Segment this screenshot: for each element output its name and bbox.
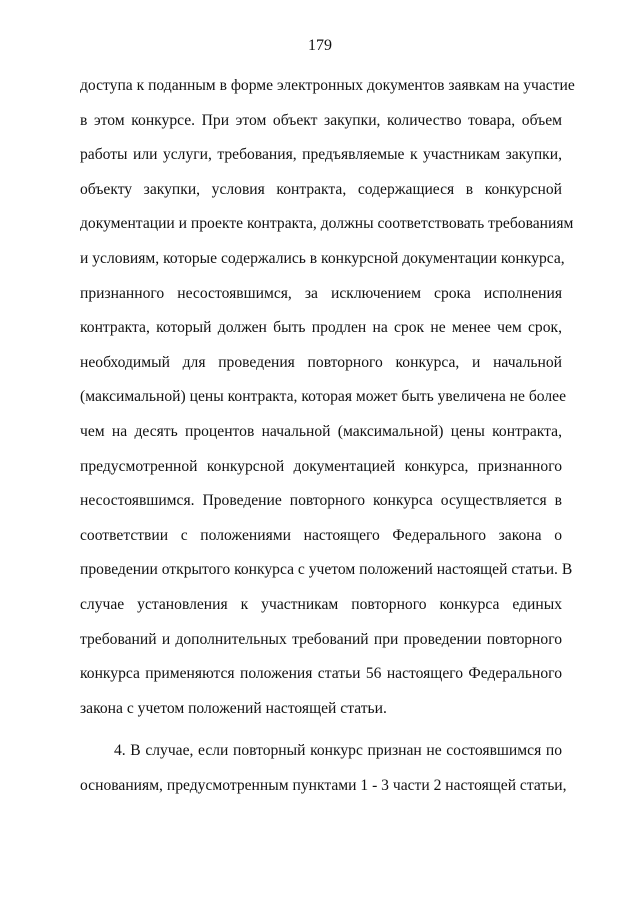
text-line: требований и дополнительных требований при проведении повторного <box>80 630 562 648</box>
paragraph-gap <box>80 733 562 741</box>
text-line: признанного несостоявшимся, за исключением срока исполнения <box>80 284 562 302</box>
text-line: предусмотренной конкурсной документацией конкурса, признанного <box>80 457 562 475</box>
text-line: основаниям, предусмотренным пунктами 1 - 3 части 2 настоящей статьи, <box>80 776 567 794</box>
paragraph-1 <box>80 76 575 733</box>
text-line: объекту закупки, условия контракта, содержащиеся в конкурсной <box>80 180 562 198</box>
text-line: чем на десять процентов начальной (максимальной) цены контракта, <box>80 422 562 440</box>
text-line: в этом конкурсе. При этом объект закупки, количество товара, объем <box>80 111 562 129</box>
text-line: (максимальной) цены контракта, которая может быть увеличена не более <box>80 388 566 406</box>
text-line: работы или услуги, требования, предъявляемые к участникам закупки, <box>80 146 562 164</box>
text-line: доступа к поданным в форме электронных документов заявкам на участие <box>80 77 575 94</box>
text-line: конкурса применяются положения статьи 56 настоящего Федерального <box>80 665 562 683</box>
text-line: и условиям, которые содержались в конкурсной документации конкурса, <box>80 249 565 267</box>
text-line: 4. В случае, если повторный конкурс признан не состоявшимся по <box>114 742 562 760</box>
page-number: 179 <box>308 37 332 54</box>
paragraph-2 <box>80 741 567 810</box>
text-line: необходимый для проведения повторного конкурса, и начальной <box>80 353 562 371</box>
text-line: случае установления к участникам повторного конкурса единых <box>80 595 562 613</box>
text-line: закона с учетом положений настоящей статьи. <box>80 699 387 717</box>
text-line: соответствии с положениями настоящего Федерального закона о <box>80 526 562 544</box>
text-line: проведении открытого конкурса с учетом положений настоящей статьи. В <box>80 561 573 579</box>
text-line: документации и проекте контракта, должны соответствовать требованиям <box>80 215 574 233</box>
body-text <box>80 76 575 810</box>
text-line: контракта, который должен быть продлен на срок не менее чем срок, <box>80 319 562 337</box>
text-line: несостоявшимся. Проведение повторного конкурса осуществляется в <box>80 492 562 510</box>
